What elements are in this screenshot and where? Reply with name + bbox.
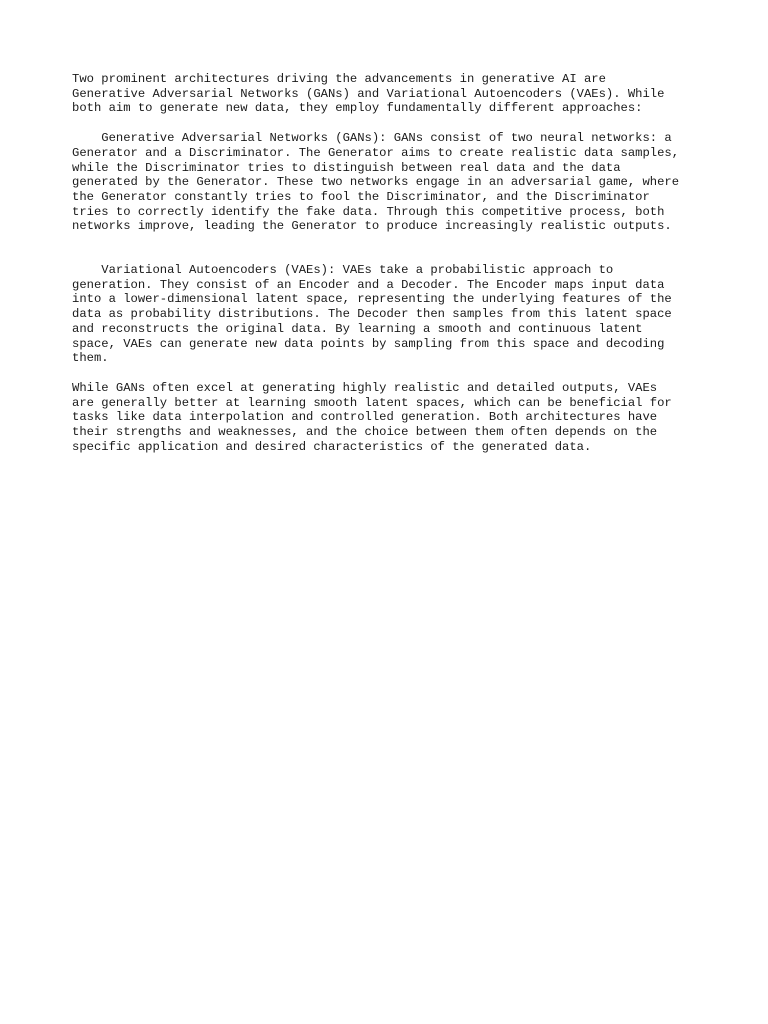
conclusion-paragraph: While GANs often excel at generating highly realistic and detailed outputs, VAEs are generally better at learning smooth latent spaces, which can be beneficial for tasks like data interpolation and controlled generation. Both architectures have their strengths and weaknesses, and the choice between them often depends on the specific application and desired characteristics of the generated data. <box>72 380 672 454</box>
vaes-paragraph: Variational Autoencoders (VAEs): VAEs take a probabilistic approach to generation. They consist of an Encoder and a Decoder. The Encoder maps input data into a lower-dimensional latent space, representing the underlying features of the data as probability distributions. The Decoder then samples from this latent space and reconstructs the original data. By learning a smooth and continuous latent space, VAEs can generate new data points by sampling from this space and decoding them. <box>72 263 672 366</box>
intro-paragraph: Two prominent architectures driving the advancements in generative AI are Generative Adversarial Networks (GANs) and Variational Autoencoders (VAEs). While both aim to generate new data, they employ fundamentally different approaches: <box>72 72 665 116</box>
gans-paragraph: Generative Adversarial Networks (GANs): GANs consist of two neural networks: a Generator and a Discriminator. The Generator aims to create realistic data samples, while the Discriminator tries to distinguish between real data and the data generated by the Generator. These two networks engage in an adversarial game, where the Generator constantly tries to fool the Discriminator, and the Discriminator tries to correctly identify the fake data. Through this competitive process, both networks improve, leading the Generator to produce increasingly realistic outputs. <box>72 131 680 234</box>
document-page <box>72 72 712 454</box>
